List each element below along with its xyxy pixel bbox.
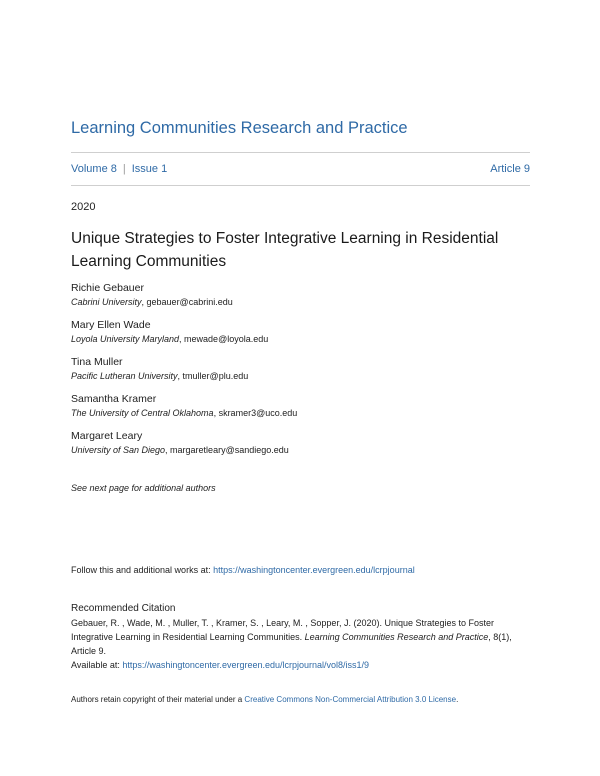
- author-name: Tina Muller: [71, 356, 123, 368]
- author-email: , tmuller@plu.edu: [177, 371, 249, 381]
- author-affiliation: [71, 295, 531, 309]
- publication-year: 2020: [71, 201, 96, 213]
- author-email: , gebauer@cabrini.edu: [141, 297, 233, 307]
- author-institution: Cabrini University: [71, 297, 142, 307]
- license-line: [71, 695, 458, 704]
- citation-text: Gebauer, R. , Wade, M. , Muller, T. , Kramer, S. , Leary, M. , Sopper, J. (2020). Unique Strategies to Foster Integrative Learning in Residential Learning Communities.: [71, 618, 495, 642]
- author-name: Margaret Leary: [71, 430, 143, 442]
- divider-top: [71, 152, 530, 153]
- license-link[interactable]: Creative Commons Non-Commercial Attribution 3.0 License: [244, 695, 457, 704]
- follow-prefix: Follow this and additional works at:: [71, 565, 214, 575]
- author-list: [71, 282, 531, 467]
- article-title: Unique Strategies to Foster Integrative Learning in Residential Learning Communities: [71, 230, 499, 270]
- issue-separator: |: [122, 163, 126, 175]
- author-email: , mewade@loyola.edu: [179, 334, 269, 344]
- journal-url-link[interactable]: https://washingtoncenter.evergreen.edu/lcrpjournal: [213, 565, 415, 575]
- author-entry: [71, 282, 531, 319]
- author-entry: [71, 319, 531, 356]
- author-entry: [71, 430, 531, 467]
- author-name: Richie Gebauer: [71, 282, 144, 294]
- more-authors-note: See next page for additional authors: [71, 483, 216, 493]
- author-name: Samantha Kramer: [71, 393, 157, 405]
- license-prefix: Authors retain copyright of their material under a: [71, 695, 245, 704]
- available-prefix: Available at:: [71, 660, 123, 670]
- citation-journal: Learning Communities Research and Practice: [304, 632, 489, 642]
- author-affiliation: [71, 406, 531, 420]
- article-url-link[interactable]: https://washingtoncenter.evergreen.edu/lcrpjournal/vol8/iss1/9: [122, 660, 370, 670]
- author-affiliation: [71, 369, 531, 383]
- article-link[interactable]: Article 9: [490, 163, 530, 175]
- author-institution: The University of Central Oklahoma: [71, 408, 214, 418]
- license-suffix: .: [456, 695, 459, 704]
- citation-heading: Recommended Citation: [71, 603, 176, 614]
- citation-body: [71, 616, 533, 672]
- author-name: Mary Ellen Wade: [71, 319, 151, 331]
- author-email: , skramer3@uco.edu: [213, 408, 298, 418]
- volume-link[interactable]: Volume 8: [71, 163, 117, 175]
- author-entry: [71, 356, 531, 393]
- author-institution: University of San Diego: [71, 445, 166, 455]
- author-institution: Pacific Lutheran University: [71, 371, 178, 381]
- journal-title-link[interactable]: Learning Communities Research and Practice: [71, 119, 408, 137]
- author-entry: [71, 393, 531, 430]
- divider-bottom: [71, 185, 530, 186]
- author-institution: Loyola University Maryland: [71, 334, 180, 344]
- author-affiliation: [71, 443, 531, 457]
- issue-info-row: [71, 163, 530, 175]
- author-affiliation: [71, 332, 531, 346]
- issue-link[interactable]: Issue 1: [131, 163, 168, 175]
- citation-details: , 8(1), Article 9.: [71, 632, 512, 656]
- follow-works-line: [71, 565, 415, 575]
- author-email: , margaretleary@sandiego.edu: [165, 445, 289, 455]
